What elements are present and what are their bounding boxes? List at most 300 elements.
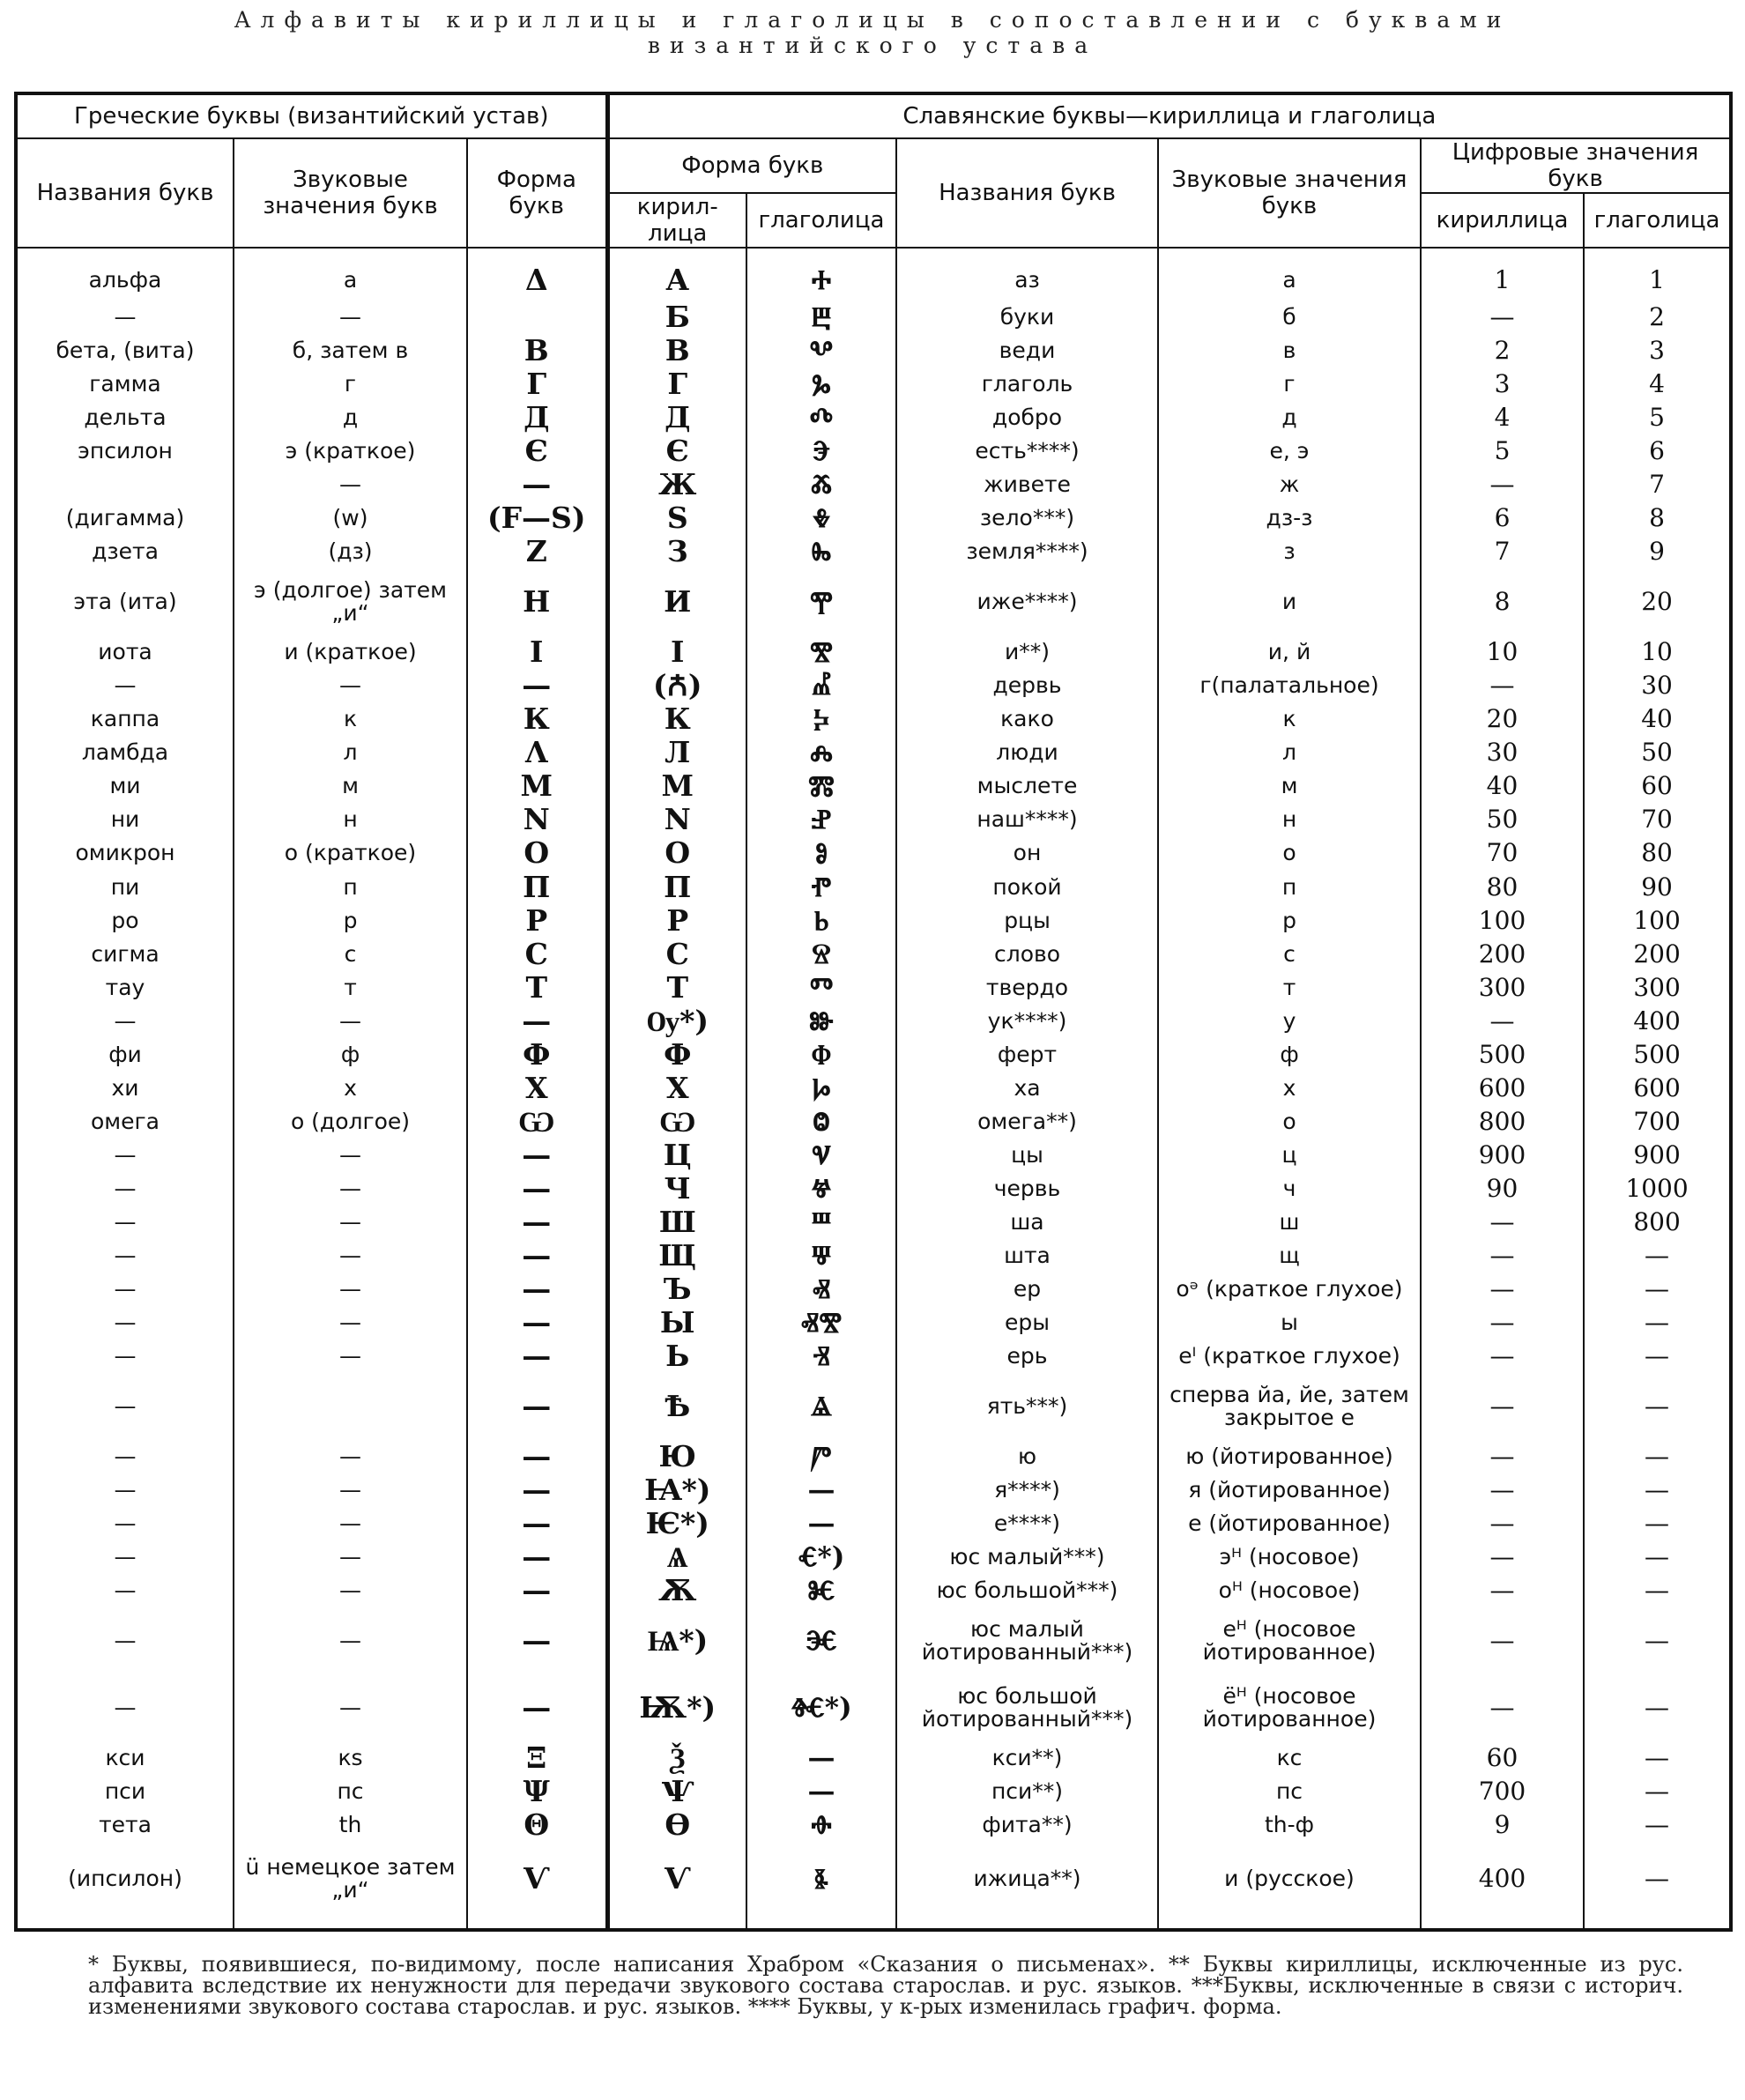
header-num-glagolitic: глаголица xyxy=(1584,193,1731,248)
numeric-cyrillic-cell: — xyxy=(1421,1005,1584,1038)
cyrillic-form-cell: Ѹ*) xyxy=(607,1005,746,1038)
slavic-sound-cell: г xyxy=(1158,367,1421,401)
greek-name-cell: — xyxy=(16,669,234,702)
slavic-sound-cell: ёᴴ (носовое йотированное) xyxy=(1158,1674,1421,1741)
table-row xyxy=(16,1105,1731,1139)
numeric-cyrillic-cell: — xyxy=(1421,1507,1584,1540)
glagolitic-form-cell: Ⱈ xyxy=(746,1072,896,1105)
cyrillic-form-cell: Ы xyxy=(607,1306,746,1339)
glagolitic-form-cell: Ⱗ xyxy=(746,1607,896,1674)
numeric-glagolitic-cell: — xyxy=(1584,1607,1731,1674)
glagolitic-form-cell: Ⱘ xyxy=(746,1574,896,1607)
glagolitic-form-cell: Ⱍ xyxy=(746,1172,896,1206)
glagolitic-form-cell: Ⰲ xyxy=(746,334,896,367)
cyrillic-form-cell: Д xyxy=(607,401,746,434)
glagolitic-form-cell: Ⱏ xyxy=(746,1273,896,1306)
slavic-sound-cell: г(палатальное) xyxy=(1158,669,1421,702)
numeric-cyrillic-cell: 4 xyxy=(1421,401,1584,434)
slavic-name-cell: он xyxy=(896,836,1158,870)
slavic-name-cell: ю xyxy=(896,1440,1158,1473)
table-row xyxy=(16,938,1731,971)
slavic-sound-cell: еᴵ (краткое глухое) xyxy=(1158,1339,1421,1373)
glagolitic-form-cell: Ⰰ xyxy=(746,248,896,301)
greek-sound-cell: (дз) xyxy=(234,535,467,568)
numeric-cyrillic-cell: — xyxy=(1421,1440,1584,1473)
numeric-glagolitic-cell: 20 xyxy=(1584,568,1731,635)
numeric-cyrillic-cell: — xyxy=(1421,1574,1584,1607)
greek-form-cell: Р xyxy=(467,904,607,938)
cyrillic-form-cell: П xyxy=(607,871,746,904)
greek-name-cell: — xyxy=(16,301,234,334)
slavic-name-cell: веди xyxy=(896,334,1158,367)
greek-name-cell: — xyxy=(16,1139,234,1172)
table-row xyxy=(16,1072,1731,1105)
greek-name-cell: иота xyxy=(16,635,234,669)
slavic-sound-cell: ч xyxy=(1158,1172,1421,1206)
slavic-sound-cell: х xyxy=(1158,1072,1421,1105)
table-row xyxy=(16,1306,1731,1339)
slavic-sound-cell: д xyxy=(1158,401,1421,434)
greek-form-cell: — xyxy=(467,1373,607,1440)
footnote-text: * Буквы, появившиеся, по-видимому, после написания Храбром «Сказания о письменах». ** Буквы кириллицы, исключенные из рус. алфавита вследствие их ненужности для передачи звукового состава старослав. и рус. языков. ***Буквы, исключенные в связи с историч. изменениями звукового состава старослав. и рус. языков. **** Буквы, у к-рых изменилась графич. форма. xyxy=(88,1952,1683,2019)
greek-sound-cell: — xyxy=(234,1273,467,1306)
greek-sound-cell: с xyxy=(234,938,467,971)
greek-form-cell: — xyxy=(467,1674,607,1741)
table-row xyxy=(16,1373,1731,1440)
cyrillic-form-cell: Г xyxy=(607,367,746,401)
slavic-sound-cell: о xyxy=(1158,1105,1421,1139)
greek-name-cell: ро xyxy=(16,904,234,938)
slavic-name-cell: мыслете xyxy=(896,769,1158,803)
greek-sound-cell xyxy=(234,1373,467,1440)
slavic-name-cell: фита**) xyxy=(896,1808,1158,1842)
numeric-glagolitic-cell: — xyxy=(1584,1808,1731,1842)
slavic-name-cell: люди xyxy=(896,736,1158,769)
greek-form-cell xyxy=(467,301,607,334)
table-row xyxy=(16,871,1731,904)
greek-name-cell: кси xyxy=(16,1741,234,1775)
slavic-sound-cell: е (йотированное) xyxy=(1158,1507,1421,1540)
slavic-sound-cell: п xyxy=(1158,871,1421,904)
cyrillic-form-cell: Є xyxy=(607,434,746,468)
numeric-glagolitic-cell: 8 xyxy=(1584,501,1731,535)
greek-name-cell: омега xyxy=(16,1105,234,1139)
slavic-name-cell: ферт xyxy=(896,1038,1158,1072)
cyrillic-form-cell: З xyxy=(607,535,746,568)
greek-form-cell: N xyxy=(467,803,607,836)
greek-name-cell: — xyxy=(16,1540,234,1574)
greek-sound-cell: о (долгое) xyxy=(234,1105,467,1139)
numeric-cyrillic-cell: 900 xyxy=(1421,1139,1584,1172)
greek-name-cell: — xyxy=(16,1440,234,1473)
greek-form-cell: Ξ xyxy=(467,1741,607,1775)
numeric-glagolitic-cell: 2 xyxy=(1584,301,1731,334)
greek-form-cell: О xyxy=(467,836,607,870)
slavic-sound-cell: н xyxy=(1158,803,1421,836)
slavic-name-cell: како xyxy=(896,702,1158,736)
greek-sound-cell: н xyxy=(234,803,467,836)
cyrillic-form-cell: Ѯ xyxy=(607,1741,746,1775)
slavic-name-cell: ха xyxy=(896,1072,1158,1105)
slavic-sound-cell: ы xyxy=(1158,1306,1421,1339)
greek-name-cell: (ипсилон) xyxy=(16,1842,234,1930)
numeric-glagolitic-cell: 600 xyxy=(1584,1072,1731,1105)
glagolitic-form-cell: Ⱓ xyxy=(746,1440,896,1473)
slavic-sound-cell: эᴴ (носовое) xyxy=(1158,1540,1421,1574)
slavic-name-cell: буки xyxy=(896,301,1158,334)
cyrillic-form-cell: Ѳ xyxy=(607,1808,746,1842)
numeric-cyrillic-cell: 6 xyxy=(1421,501,1584,535)
greek-name-cell: — xyxy=(16,1473,234,1507)
table-row xyxy=(16,367,1731,401)
numeric-glagolitic-cell: 200 xyxy=(1584,938,1731,971)
slavic-sound-cell: щ xyxy=(1158,1239,1421,1273)
slavic-name-cell: цы xyxy=(896,1139,1158,1172)
glagolitic-form-cell: Ⱋ xyxy=(746,1239,896,1273)
table-row xyxy=(16,468,1731,501)
cyrillic-form-cell: Ѵ xyxy=(607,1842,746,1930)
greek-form-cell: — xyxy=(467,1273,607,1306)
table-row xyxy=(16,248,1731,301)
greek-sound-cell: — xyxy=(234,468,467,501)
greek-sound-cell: — xyxy=(234,1574,467,1607)
cyrillic-form-cell: С xyxy=(607,938,746,971)
glagolitic-form-cell: Ⱐ xyxy=(746,1339,896,1373)
numeric-glagolitic-cell: 1000 xyxy=(1584,1172,1731,1206)
slavic-sound-cell: и xyxy=(1158,568,1421,635)
numeric-cyrillic-cell: 200 xyxy=(1421,938,1584,971)
cyrillic-form-cell: О xyxy=(607,836,746,870)
glagolitic-form-cell: Ⰵ xyxy=(746,434,896,468)
table-row xyxy=(16,1775,1731,1808)
greek-name-cell: — xyxy=(16,1674,234,1741)
cyrillic-form-cell: Ѣ xyxy=(607,1373,746,1440)
cyrillic-form-cell: Л xyxy=(607,736,746,769)
cyrillic-form-cell: И xyxy=(607,568,746,635)
greek-sound-cell: х xyxy=(234,1072,467,1105)
glagolitic-form-cell: — xyxy=(746,1775,896,1808)
greek-form-cell: І xyxy=(467,635,607,669)
header-greek-form: Форма букв xyxy=(467,138,607,248)
greek-sound-cell: — xyxy=(234,1306,467,1339)
glagolitic-form-cell: Ⰼ xyxy=(746,669,896,702)
greek-form-cell: Χ xyxy=(467,1072,607,1105)
numeric-glagolitic-cell: — xyxy=(1584,1574,1731,1607)
numeric-glagolitic-cell: — xyxy=(1584,1339,1731,1373)
numeric-glagolitic-cell: 1 xyxy=(1584,248,1731,301)
slavic-name-cell: я****) xyxy=(896,1473,1158,1507)
slavic-name-cell: иже****) xyxy=(896,568,1158,635)
slavic-name-cell: червь xyxy=(896,1172,1158,1206)
greek-form-cell: С xyxy=(467,938,607,971)
greek-name-cell: ламбда xyxy=(16,736,234,769)
cyrillic-form-cell: N xyxy=(607,803,746,836)
glagolitic-form-cell: Ⰸ xyxy=(746,535,896,568)
page-title xyxy=(0,7,1745,58)
greek-form-cell: К xyxy=(467,702,607,736)
cyrillic-form-cell: Ꙗ*) xyxy=(607,1473,746,1507)
greek-sound-cell: — xyxy=(234,1139,467,1172)
slavic-name-cell: шта xyxy=(896,1239,1158,1273)
slavic-sound-cell: о xyxy=(1158,836,1421,870)
greek-form-cell: П xyxy=(467,871,607,904)
greek-name-cell: — xyxy=(16,1206,234,1239)
greek-form-cell: — xyxy=(467,1172,607,1206)
greek-sound-cell: — xyxy=(234,1507,467,1540)
greek-form-cell: — xyxy=(467,1507,607,1540)
cyrillic-form-cell: Ѧ xyxy=(607,1540,746,1574)
glagolitic-form-cell: Ⰴ xyxy=(746,401,896,434)
numeric-cyrillic-cell: 70 xyxy=(1421,836,1584,870)
table-row xyxy=(16,1339,1731,1373)
greek-sound-cell: — xyxy=(234,1339,467,1373)
greek-name-cell: каппа xyxy=(16,702,234,736)
cyrillic-form-cell: Х xyxy=(607,1072,746,1105)
glagolitic-form-cell: — xyxy=(746,1741,896,1775)
numeric-glagolitic-cell: 7 xyxy=(1584,468,1731,501)
cyrillic-form-cell: Ч xyxy=(607,1172,746,1206)
greek-name-cell: эта (ита) xyxy=(16,568,234,635)
cyrillic-form-cell: Б xyxy=(607,301,746,334)
numeric-glagolitic-cell: — xyxy=(1584,1507,1731,1540)
greek-form-cell: Ψ xyxy=(467,1775,607,1808)
table-row xyxy=(16,1038,1731,1072)
cyrillic-form-cell: К xyxy=(607,702,746,736)
numeric-cyrillic-cell: — xyxy=(1421,1607,1584,1674)
numeric-glagolitic-cell: 4 xyxy=(1584,367,1731,401)
greek-sound-cell: ф xyxy=(234,1038,467,1072)
greek-sound-cell: д xyxy=(234,401,467,434)
numeric-glagolitic-cell: 700 xyxy=(1584,1105,1731,1139)
numeric-glagolitic-cell: — xyxy=(1584,1306,1731,1339)
numeric-cyrillic-cell: — xyxy=(1421,468,1584,501)
table-row xyxy=(16,1172,1731,1206)
cyrillic-form-cell: Т xyxy=(607,971,746,1005)
table-row xyxy=(16,1540,1731,1574)
numeric-cyrillic-cell: 800 xyxy=(1421,1105,1584,1139)
greek-name-cell: тета xyxy=(16,1808,234,1842)
numeric-glagolitic-cell: — xyxy=(1584,1842,1731,1930)
slavic-name-cell: омега**) xyxy=(896,1105,1158,1139)
table-row xyxy=(16,1674,1731,1741)
numeric-glagolitic-cell: 80 xyxy=(1584,836,1731,870)
slavic-name-cell: твердо xyxy=(896,971,1158,1005)
slavic-name-cell: юс большой йотированный***) xyxy=(896,1674,1158,1741)
numeric-glagolitic-cell: 30 xyxy=(1584,669,1731,702)
numeric-cyrillic-cell: — xyxy=(1421,1674,1584,1741)
greek-sound-cell: о (краткое) xyxy=(234,836,467,870)
table-row xyxy=(16,1507,1731,1540)
table-row xyxy=(16,1273,1731,1306)
numeric-glagolitic-cell: — xyxy=(1584,1473,1731,1507)
greek-sound-cell: — xyxy=(234,1239,467,1273)
greek-name-cell: фи xyxy=(16,1038,234,1072)
numeric-glagolitic-cell: 3 xyxy=(1584,334,1731,367)
numeric-glagolitic-cell: 90 xyxy=(1584,871,1731,904)
table-row xyxy=(16,334,1731,367)
glagolitic-form-cell: Ⰽ xyxy=(746,702,896,736)
header-glagolitic: глаголица xyxy=(746,193,896,248)
slavic-sound-cell: ц xyxy=(1158,1139,1421,1172)
header-slavic-sounds: Звуковые значения букв xyxy=(1158,138,1421,248)
numeric-cyrillic-cell: 20 xyxy=(1421,702,1584,736)
numeric-cyrillic-cell: 300 xyxy=(1421,971,1584,1005)
numeric-glagolitic-cell: 900 xyxy=(1584,1139,1731,1172)
header-cyrillic: кирил-лица xyxy=(607,193,746,248)
glagolitic-form-cell: Ⰿ xyxy=(746,769,896,803)
greek-form-cell: Ѵ xyxy=(467,1842,607,1930)
slavic-name-cell: наш****) xyxy=(896,803,1158,836)
cyrillic-form-cell: Ц xyxy=(607,1139,746,1172)
slavic-sound-cell: и, й xyxy=(1158,635,1421,669)
cyrillic-form-cell: Ѱ xyxy=(607,1775,746,1808)
glagolitic-form-cell: Ⰳ xyxy=(746,367,896,401)
cyrillic-form-cell: В xyxy=(607,334,746,367)
greek-name-cell: — xyxy=(16,1239,234,1273)
slavic-sound-cell: б xyxy=(1158,301,1421,334)
numeric-glagolitic-cell: — xyxy=(1584,1741,1731,1775)
numeric-cyrillic-cell: 10 xyxy=(1421,635,1584,669)
greek-sound-cell: к xyxy=(234,702,467,736)
table-row xyxy=(16,1808,1731,1842)
slavic-name-cell: ерь xyxy=(896,1339,1158,1373)
greek-name-cell: — xyxy=(16,1273,234,1306)
greek-form-cell: Λ xyxy=(467,736,607,769)
table-row xyxy=(16,1842,1731,1930)
slavic-sound-cell: сперва йа, йе, затем закрытое е xyxy=(1158,1373,1421,1440)
slavic-sound-cell: м xyxy=(1158,769,1421,803)
glagolitic-form-cell: Ⰾ xyxy=(746,736,896,769)
greek-name-cell: — xyxy=(16,1507,234,1540)
table-row xyxy=(16,1005,1731,1038)
slavic-name-cell: юс большой***) xyxy=(896,1574,1158,1607)
greek-name-cell: бета, (вита) xyxy=(16,334,234,367)
greek-sound-cell: б, затем в xyxy=(234,334,467,367)
slavic-sound-cell: з xyxy=(1158,535,1421,568)
greek-sound-cell: э (долгое) затем „и“ xyxy=(234,568,467,635)
numeric-glagolitic-cell: 10 xyxy=(1584,635,1731,669)
table-row xyxy=(16,1206,1731,1239)
slavic-name-cell: зело***) xyxy=(896,501,1158,535)
header-num-cyrillic: кириллица xyxy=(1421,193,1584,248)
glagolitic-form-cell: Ⱂ xyxy=(746,871,896,904)
numeric-cyrillic-cell: 3 xyxy=(1421,367,1584,401)
slavic-name-cell: покой xyxy=(896,871,1158,904)
slavic-name-cell: живете xyxy=(896,468,1158,501)
glagolitic-form-cell: Ⰺ xyxy=(746,635,896,669)
numeric-glagolitic-cell: 300 xyxy=(1584,971,1731,1005)
numeric-glagolitic-cell: — xyxy=(1584,1239,1731,1273)
greek-sound-cell: и (краткое) xyxy=(234,635,467,669)
glagolitic-form-cell: Ⰶ xyxy=(746,468,896,501)
glagolitic-form-cell: Ⰱ xyxy=(746,301,896,334)
slavic-sound-cell: с xyxy=(1158,938,1421,971)
glagolitic-form-cell: Ⱙ*) xyxy=(746,1674,896,1741)
table-row xyxy=(16,769,1731,803)
cyrillic-form-cell: Ф xyxy=(607,1038,746,1072)
numeric-cyrillic-cell: 100 xyxy=(1421,904,1584,938)
table-row xyxy=(16,301,1731,334)
numeric-glagolitic-cell: — xyxy=(1584,1674,1731,1741)
slavic-sound-cell: дз-з xyxy=(1158,501,1421,535)
slavic-sound-cell: оᵊ (краткое глухое) xyxy=(1158,1273,1421,1306)
numeric-glagolitic-cell: — xyxy=(1584,1775,1731,1808)
glagolitic-form-cell: Ⱛ xyxy=(746,1842,896,1930)
greek-name-cell: пи xyxy=(16,871,234,904)
numeric-cyrillic-cell: — xyxy=(1421,301,1584,334)
header-numeric: Цифровые значения букв xyxy=(1421,138,1731,193)
greek-sound-cell: — xyxy=(234,1674,467,1741)
table-row xyxy=(16,971,1731,1005)
glagolitic-form-cell: Ⱉ xyxy=(746,1105,896,1139)
glagolitic-form-cell: ⰟⰊ xyxy=(746,1306,896,1339)
greek-form-cell: — xyxy=(467,1005,607,1038)
greek-form-cell: — xyxy=(467,669,607,702)
table-row xyxy=(16,702,1731,736)
numeric-cyrillic-cell: 90 xyxy=(1421,1172,1584,1206)
glagolitic-form-cell: — xyxy=(746,1473,896,1507)
numeric-cyrillic-cell: — xyxy=(1421,669,1584,702)
slavic-sound-cell: е, э xyxy=(1158,434,1421,468)
numeric-cyrillic-cell: — xyxy=(1421,1339,1584,1373)
greek-sound-cell: (w) xyxy=(234,501,467,535)
cyrillic-form-cell: Ѫ xyxy=(607,1574,746,1607)
table-row xyxy=(16,836,1731,870)
numeric-cyrillic-cell: 30 xyxy=(1421,736,1584,769)
slavic-sound-cell: ш xyxy=(1158,1206,1421,1239)
table-row xyxy=(16,501,1731,535)
greek-form-cell: — xyxy=(467,1574,607,1607)
numeric-glagolitic-cell: 500 xyxy=(1584,1038,1731,1072)
numeric-cyrillic-cell: 50 xyxy=(1421,803,1584,836)
slavic-name-cell: ер xyxy=(896,1273,1158,1306)
greek-form-cell: Δ xyxy=(467,248,607,301)
header-greek-names: Названия букв xyxy=(16,138,234,248)
table-row xyxy=(16,1741,1731,1775)
greek-sound-cell: th xyxy=(234,1808,467,1842)
slavic-name-cell: пси**) xyxy=(896,1775,1158,1808)
cyrillic-form-cell: Р xyxy=(607,904,746,938)
greek-name-cell: ни xyxy=(16,803,234,836)
slavic-name-cell: земля****) xyxy=(896,535,1158,568)
slavic-sound-cell: ю (йотированное) xyxy=(1158,1440,1421,1473)
numeric-cyrillic-cell: 700 xyxy=(1421,1775,1584,1808)
slavic-sound-cell: и (русское) xyxy=(1158,1842,1421,1930)
greek-form-cell: — xyxy=(467,1473,607,1507)
table-row xyxy=(16,803,1731,836)
glagolitic-form-cell: — xyxy=(746,1507,896,1540)
numeric-glagolitic-cell: — xyxy=(1584,1440,1731,1473)
greek-name-cell: — xyxy=(16,1373,234,1440)
table-row xyxy=(16,1139,1731,1172)
table-row xyxy=(16,568,1731,635)
table-row xyxy=(16,1440,1731,1473)
greek-form-cell: В xyxy=(467,334,607,367)
slavic-name-cell: дервь xyxy=(896,669,1158,702)
cyrillic-form-cell: І xyxy=(607,635,746,669)
glagolitic-form-cell: Ⱃ xyxy=(746,904,896,938)
slavic-sound-cell: в xyxy=(1158,334,1421,367)
header-greek-group: Греческие буквы (византийский устав) xyxy=(16,93,607,138)
table-row xyxy=(16,535,1731,568)
slavic-sound-cell: оᴴ (носовое) xyxy=(1158,1574,1421,1607)
greek-sound-cell: р xyxy=(234,904,467,938)
greek-sound-cell: л xyxy=(234,736,467,769)
cyrillic-form-cell: Щ xyxy=(607,1239,746,1273)
slavic-name-cell: слово xyxy=(896,938,1158,971)
numeric-cyrillic-cell: 500 xyxy=(1421,1038,1584,1072)
greek-sound-cell: — xyxy=(234,1473,467,1507)
